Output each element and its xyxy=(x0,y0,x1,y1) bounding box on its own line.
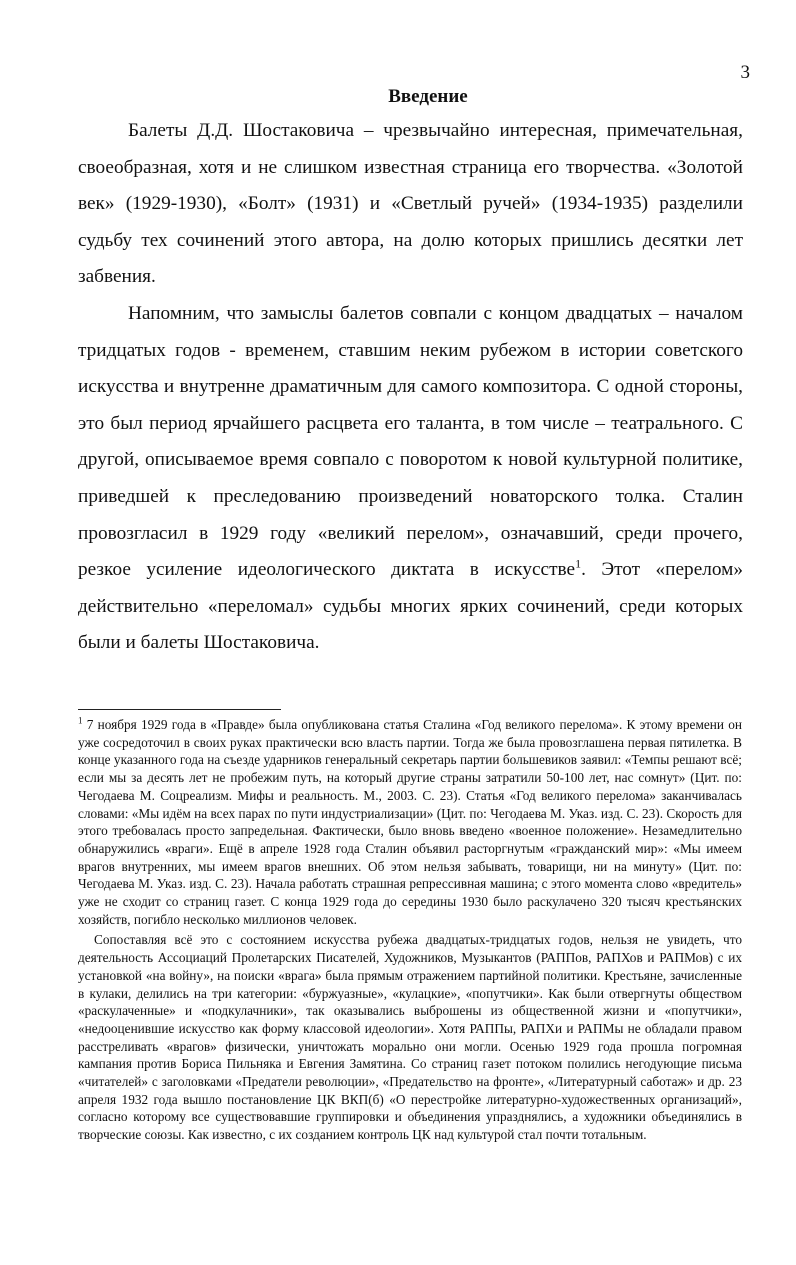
paragraph-2-text-start: Напомним, что замыслы балетов совпали с концом двадцатых – началом тридцатых годов - временем, ставшим неким рубежом в истории советского искусства и внутренне драматичным для самого композитора. С одной стороны, это был период ярчайшего расцвета его таланта, в том числе – театрального. С другой, описываемое время совпало с поворотом к новой культурной политике, приведшей к преследованию произведений новаторского толка. Сталин провозгласил в 1929 году «великий перелом», означавший, среди прочего, резкое усиление идеологического диктата в искусстве xyxy=(78,302,743,581)
main-text xyxy=(78,113,743,662)
paragraph-2 xyxy=(78,296,743,662)
footnotes xyxy=(78,716,742,1144)
footnote-reference[interactable]: 1 xyxy=(575,556,582,571)
footnote-marker: 1 xyxy=(78,715,83,726)
page-number: 3 xyxy=(740,62,750,83)
section-heading: Введение xyxy=(388,86,468,107)
footnote-separator xyxy=(78,709,281,710)
paragraph-2-text-end: . Этот «перелом» действительно «переломал» судьбы многих ярких сочинений, среди которых были и балеты Шостаковича. xyxy=(78,559,743,654)
footnote-1-text: 7 ноября 1929 года в «Правде» была опубликована статья Сталина «Год великого перелома». К этому времени он уже сосредоточил в своих руках практически всю власть партии. Тогда же была провозглашена первая пятилетка. В конце указанного года на съезде ударников генеральный секретарь партии большевиков заявил: «Темпы решают всё; если мы за десять лет не пробежим путь, на который другие страны затратили 50-100 лет, нас сомнут» (Цит. по: Чегодаева М. Соцреализм. Мифы и реальность. М., 2003. С. 23). Статья «Год великого перелома» заканчивалась словами: «Мы идём на всех парах по пути индустриализации» (Цит. по: Чегодаева М. Указ. изд. С. 23). Скорость для этого требовалась просто запредельная. Фактически, было вновь введено «военное положение». Незамедлительно обнаружились «враги». Ещё в апреле 1928 года Сталин объявил расторгнутым «гражданский мир»: «Мы имеем врагов внутренних, мы имеем врагов внешних. Об этом нельзя забывать, товарищи, ни на минуту» (Цит. по: Чегодаева М. Указ. изд. С. 23). Начала работать страшная репрессивная машина; с этого момента слово «вредитель» уже не сходит со страниц газет. С конца 1929 года до середины 1930 было раскулачено 320 тысяч крестьянских хозяйств, погибло несколько миллионов человек. xyxy=(78,717,742,927)
paragraph-1: Балеты Д.Д. Шостаковича – чрезвычайно интересная, примечательная, своеобразная, хотя и не слишком известная страница его творчества. «Золотой век» (1929-1930), «Болт» (1931) и «Светлый ручей» (1934-1935) разделили судьбу тех сочинений этого автора, на долю которых пришлись десятки лет забвения. xyxy=(78,120,743,288)
footnote-1 xyxy=(78,716,742,928)
footnote-1-continuation: Сопоставляя всё это с состоянием искусства рубежа двадцатых-тридцатых годов, нельзя не увидеть, что деятельность Ассоциаций Пролетарских Писателей, Художников, Музыкантов (РАППов, РАПХов и РАПМов) с их установкой «на войну», на поиски «врага» была прямым отражением партийной политики. Крестьяне, зачисленные в кулаки, делились на три категории: «буржуазные», «кулацкие», «попутчики». Как были отвергнуты обществом «раскулаченные» и «подкулачники», так оказывались выброшены из общественной жизни и «попутчики», «недооценившие искусство как форму классовой идеологии». Хотя РАППы, РАПХи и РАПМы не обладали правом расстреливать «врагов» физически, уничтожать морально они могли. Осенью 1929 года прошла погромная кампания против Бориса Пильняка и Евгения Замятина. Со страниц газет потоком полились негодующие письма «читателей» с заголовками «Предатели революции», «Предательство на фронте», «Литературный саботаж» и др. 23 апреля 1932 года вышло постановление ЦК ВКП(б) «О перестройке литературно-художественных организаций», согласно которому все существовавшие группировки и объединения упразднялись, а художники объединялись в творческие союзы. Как известно, с их созданием контроль ЦК над культурой стал почти тотальным. xyxy=(78,932,742,1143)
